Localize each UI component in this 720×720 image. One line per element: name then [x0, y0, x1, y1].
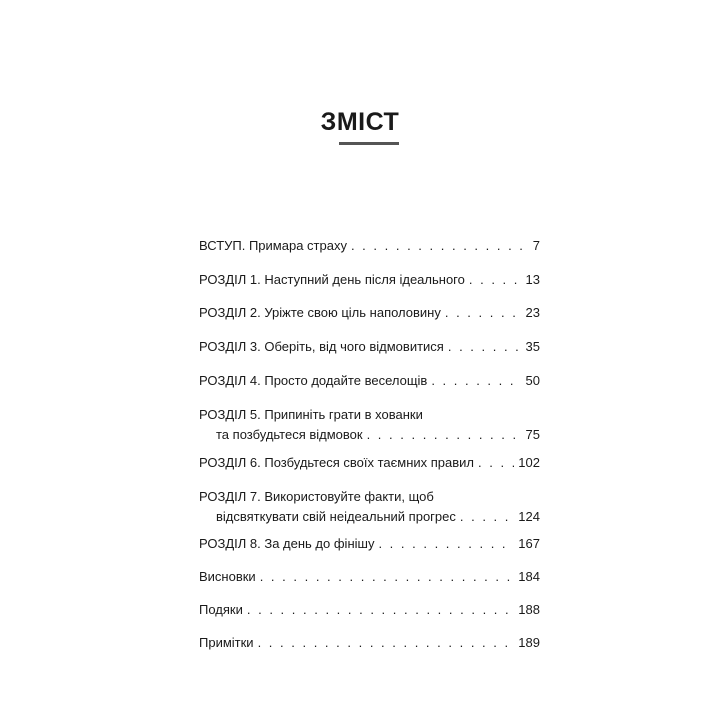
toc-page-number: 184 — [518, 569, 540, 584]
toc-entry-label: РОЗДІЛ 1. Наступний день після ідеального — [199, 272, 465, 287]
toc-page-number: 188 — [518, 602, 540, 617]
toc-entry-chapter-6 — [199, 453, 540, 473]
toc-entry-conclusions — [199, 567, 540, 587]
toc-page-number: 75 — [525, 427, 540, 442]
toc-entry-label: ВСТУП. Примара страху — [199, 238, 347, 253]
dot-leader — [431, 371, 521, 391]
toc-page-number: 35 — [525, 339, 540, 354]
toc-entry-chapter-3 — [199, 337, 540, 357]
toc-entry-label: РОЗДІЛ 8. За день до фінішу — [199, 536, 375, 551]
toc-page-number: 50 — [525, 373, 540, 388]
toc-entry-label: РОЗДІЛ 7. Використовуйте факти, щоб — [199, 489, 434, 504]
toc-entry-label: РОЗДІЛ 4. Просто додайте веселощів — [199, 373, 428, 388]
dot-leader — [469, 270, 522, 290]
dot-leader — [260, 567, 515, 587]
toc-page-number: 7 — [532, 238, 540, 253]
toc-entry-label: Висновки — [199, 569, 256, 584]
toc-entry-chapter-5 — [199, 405, 540, 445]
toc-entry-label: РОЗДІЛ 2. Уріжте свою ціль наполовину — [199, 305, 441, 320]
toc-entry-label: РОЗДІЛ 5. Припиніть грати в хованки — [199, 407, 423, 422]
toc-page-number: 23 — [525, 305, 540, 320]
toc-entry-label: Примітки — [199, 635, 254, 650]
toc-entry-label: РОЗДІЛ 6. Позбудьтеся своїх таємних правил — [199, 455, 474, 470]
toc-entry-chapter-8 — [199, 534, 540, 554]
dot-leader — [460, 507, 514, 527]
toc-entry-label-continued: відсвяткувати свій неідеальний прогрес — [216, 509, 456, 524]
toc-entry-label: Подяки — [199, 602, 243, 617]
dot-leader — [445, 303, 522, 323]
toc-entry-chapter-7 — [199, 487, 540, 527]
toc-page-number: 124 — [518, 509, 540, 524]
toc-entry-acknowledgements — [199, 600, 540, 620]
page-title: ЗМІСТ — [320, 108, 400, 136]
dot-leader — [478, 453, 514, 473]
toc-page-number: 102 — [518, 455, 540, 470]
toc-entry-chapter-1 — [199, 270, 540, 290]
toc-entry-label-continued: та позбудьтеся відмовок — [216, 427, 363, 442]
toc-entry-notes — [199, 633, 540, 653]
dot-leader — [247, 600, 514, 620]
dot-leader — [258, 633, 515, 653]
toc-page-number: 189 — [518, 635, 540, 650]
dot-leader — [367, 425, 522, 445]
toc-entry-intro — [199, 236, 540, 256]
toc-entry-chapter-4 — [199, 371, 540, 391]
toc-entry-chapter-2 — [199, 303, 540, 323]
dot-leader — [448, 337, 522, 357]
toc-page-number: 167 — [518, 536, 540, 551]
dot-leader — [351, 236, 529, 256]
dot-leader — [378, 534, 514, 554]
title-underline — [339, 142, 399, 145]
toc-page-number: 13 — [525, 272, 540, 287]
toc-entry-label: РОЗДІЛ 3. Оберіть, від чого відмовитися — [199, 339, 444, 354]
